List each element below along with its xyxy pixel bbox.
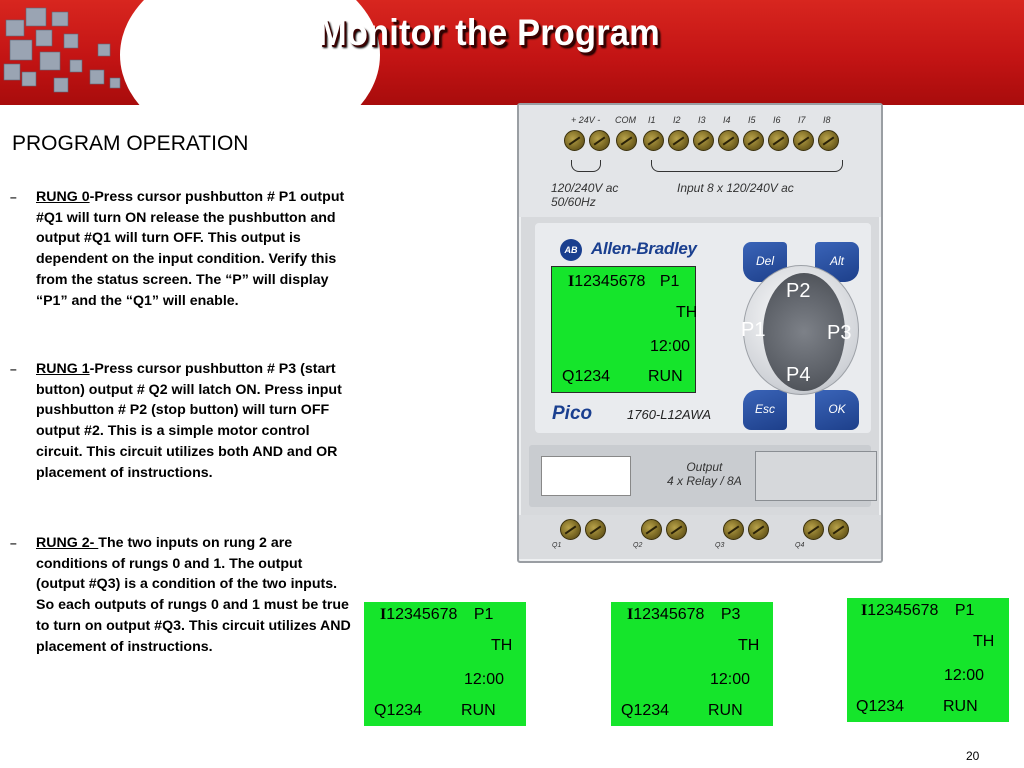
- output-label-window: [541, 456, 631, 496]
- lcd-status-screen-3: [847, 598, 1009, 722]
- cubes-graphic-icon: [0, 0, 150, 105]
- lcd-input-numbers: 12345678: [386, 606, 458, 623]
- lcd-time: 12:00: [650, 338, 691, 355]
- section-heading: PROGRAM OPERATION: [12, 132, 249, 155]
- screw-terminal-icon: [668, 130, 689, 151]
- screw-terminal-icon: [560, 519, 581, 540]
- rung-1-text: -Press cursor pushbutton # P3 (start button) output # Q2 will latch ON. Press input pushbutton # P2 (stop button) will turn OFF output #2. This is a simple motor control circuit. This circuit utilizes both AND and OR placement of instructions.: [36, 361, 342, 481]
- lcd-day: TH: [491, 637, 513, 654]
- input-terminal-label: I2: [673, 115, 681, 125]
- model-name: Pico: [552, 403, 593, 424]
- bullet-marker: –: [10, 362, 17, 376]
- input-caption: Input 8 x 120/240V ac: [677, 181, 794, 195]
- input-terminal-label: I5: [748, 115, 756, 125]
- cursor-button-p1[interactable]: P1: [741, 319, 766, 341]
- slide-title: Monitor the Program: [318, 12, 660, 53]
- esc-button[interactable]: Esc: [743, 390, 787, 430]
- lcd-input-numbers: 12345678: [633, 606, 705, 623]
- rung-1-item: [10, 359, 352, 483]
- lcd-input-numbers: 12345678: [867, 602, 939, 619]
- rung-0-item: [10, 187, 352, 311]
- ok-button[interactable]: OK: [815, 390, 859, 430]
- brand-name: Allen-Bradley: [591, 239, 697, 258]
- input-terminal-label: I4: [723, 115, 731, 125]
- lcd-input-prefix: I: [568, 273, 575, 290]
- header-banner: [0, 0, 1024, 105]
- lcd-output-numbers: Q1234: [562, 368, 611, 385]
- lcd-time: 12:00: [464, 671, 505, 688]
- screw-terminal-icon: [723, 519, 744, 540]
- screw-terminal-icon: [589, 130, 610, 151]
- model-number: 1760-L12AWA: [627, 407, 712, 422]
- supply-brace: [571, 160, 601, 172]
- lcd-output-numbers: Q1234: [856, 698, 905, 715]
- lcd-day: TH: [738, 637, 760, 654]
- screw-terminal-icon: [818, 130, 839, 151]
- supply-caption: 120/240V ac 50/60Hz: [551, 181, 619, 209]
- output-cover: [755, 451, 877, 501]
- output-terminal-label: Q3: [715, 542, 725, 549]
- lcd-input-row: [627, 606, 740, 624]
- lcd-day: TH: [973, 633, 995, 650]
- screw-terminal-icon: [564, 130, 585, 151]
- lcd-status-screen-1: [364, 602, 526, 726]
- lcd-input-numbers: 12345678: [574, 273, 646, 290]
- screw-terminal-icon: [641, 519, 662, 540]
- output-terminal-label: Q4: [795, 542, 805, 549]
- del-button[interactable]: Del: [743, 242, 787, 282]
- rung-2-label: RUNG 2-: [36, 535, 99, 551]
- lcd-input-prefix: I: [627, 606, 634, 623]
- cursor-button-p3[interactable]: P3: [827, 322, 852, 344]
- lcd-output-numbers: Q1234: [374, 702, 423, 719]
- lcd-input-prefix: I: [380, 606, 387, 623]
- screw-terminal-icon: [718, 130, 739, 151]
- screw-terminal-icon: [803, 519, 824, 540]
- lcd-input-prefix: I: [861, 602, 868, 619]
- screw-terminal-icon: [585, 519, 606, 540]
- screw-terminal-icon: [616, 130, 637, 151]
- screw-terminal-icon: [768, 130, 789, 151]
- screw-terminal-icon: [643, 130, 664, 151]
- rung-0-text: -Press cursor pushbutton # P1 output #Q1 will turn ON release the pushbutton and output #Q1 will turn OFF. This output is dependent on the input condition. Verify this from the status screen. The “P” will display “P1” and the “Q1” will enable.: [36, 189, 345, 309]
- rung-2-text: The two inputs on rung 2 are conditions of rungs 0 and 1. The output (output #Q3) is a condition of the two inputs. So each outputs of rungs 0 and 1 must be true to turn on output #Q3. This circuit utilizes AND placement of instructions.: [36, 535, 351, 655]
- alt-button[interactable]: Alt: [815, 242, 859, 282]
- lcd-input-row: [861, 602, 974, 620]
- input-terminal-label: I8: [823, 115, 831, 125]
- output-caption: Output 4 x Relay / 8A: [667, 460, 742, 488]
- input-brace: [651, 160, 843, 172]
- com-terminal-label: COM: [615, 115, 636, 125]
- cursor-button-p4[interactable]: P4: [786, 364, 811, 386]
- lcd-status-screen-2: [611, 602, 773, 726]
- lcd-p-status: P1: [473, 606, 494, 623]
- lcd-p-status: P1: [954, 602, 975, 619]
- bullet-marker: –: [10, 536, 17, 550]
- input-terminal-label: I7: [798, 115, 806, 125]
- lcd-time: 12:00: [710, 671, 751, 688]
- lcd-day: TH: [676, 304, 698, 321]
- screw-terminal-icon: [743, 130, 764, 151]
- output-terminal-label: Q2: [633, 542, 643, 549]
- input-terminal-label: I1: [648, 115, 656, 125]
- page-number: 20: [966, 749, 980, 763]
- bullet-marker: –: [10, 190, 17, 204]
- lcd-input-row: [568, 273, 679, 291]
- rung-0-label: RUNG 0: [36, 189, 90, 205]
- output-terminal-label: Q1: [552, 542, 562, 549]
- cursor-button-p2[interactable]: P2: [786, 280, 811, 302]
- lcd-mode: RUN: [648, 368, 683, 385]
- screw-terminal-icon: [748, 519, 769, 540]
- lcd-output-numbers: Q1234: [621, 702, 670, 719]
- lcd-mode: RUN: [943, 698, 978, 715]
- rung-2-item: [10, 533, 352, 657]
- allen-bradley-logo: AB: [560, 239, 582, 261]
- lcd-status-screen-main: [551, 266, 696, 393]
- lcd-mode: RUN: [708, 702, 743, 719]
- lcd-input-row: [380, 606, 493, 624]
- input-terminal-label: I6: [773, 115, 781, 125]
- screw-terminal-icon: [693, 130, 714, 151]
- screw-terminal-icon: [828, 519, 849, 540]
- lcd-mode: RUN: [461, 702, 496, 719]
- lcd-p-status: P1: [659, 273, 680, 290]
- lcd-time: 12:00: [944, 667, 985, 684]
- lcd-p-status: P3: [720, 606, 741, 623]
- screw-terminal-icon: [793, 130, 814, 151]
- rung-1-label: RUNG 1: [36, 361, 90, 377]
- screw-terminal-icon: [666, 519, 687, 540]
- input-terminal-label: I3: [698, 115, 706, 125]
- supply-terminal-label: + 24V -: [571, 115, 601, 125]
